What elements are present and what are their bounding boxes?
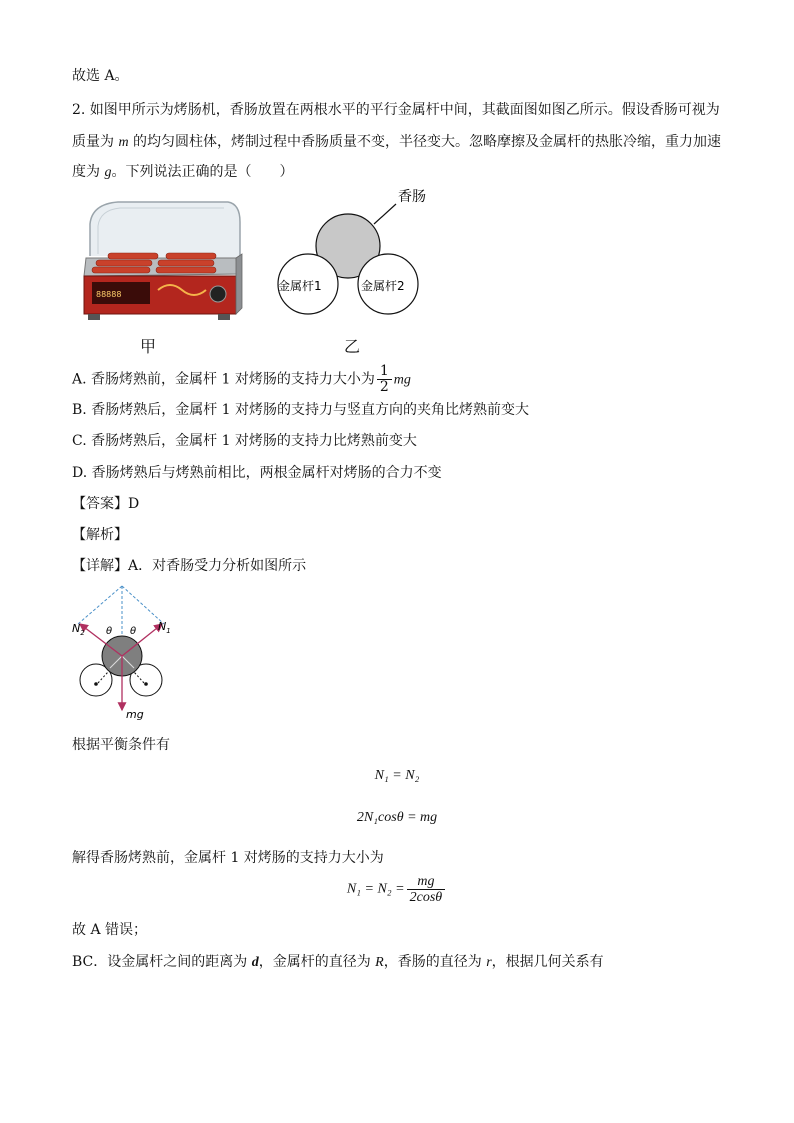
detail-text: A．对香肠受力分析如图所示: [128, 558, 307, 574]
var-m: m: [118, 135, 129, 150]
var-g: g: [104, 165, 112, 180]
fraction-half: [377, 364, 392, 395]
bc-line: [72, 952, 604, 973]
option-b: B. 香肠烤熟后，金属杆 1 对烤肠的支持力与竖直方向的夹角比烤熟前变大: [72, 402, 529, 418]
text: 的均匀圆柱体，烤制过程中香肠质量不变，半径变大。忽略摩擦及金属杆的热胀冷缩，重力加速: [128, 134, 722, 150]
text: 质量为: [72, 134, 119, 150]
rod-2-label: 金属杆2: [361, 279, 405, 293]
rod-1-label: 金属杆1: [278, 279, 322, 293]
solve-line: 解得香肠烤熟前，金属杆 1 对烤肠的支持力大小为: [72, 850, 384, 866]
control-knob: [210, 286, 226, 302]
wrong-line: 故 A 错误；: [72, 922, 148, 938]
equation-3: [0, 874, 794, 905]
equation-3-fraction: [407, 874, 446, 905]
fraction-denominator: 2: [379, 379, 389, 395]
conclusion-line: 故选 A。: [72, 68, 129, 84]
equation-1: N₁ = N₂: [374, 768, 420, 783]
n2-label: $N_2$: [72, 622, 85, 637]
answer-tag: 【答案】: [72, 496, 128, 512]
text: BC．设金属杆之间的距离为: [72, 954, 252, 970]
roller-grill-photo: [78, 196, 244, 330]
n1-label: $N_1$: [158, 620, 171, 635]
balance-line: 根据平衡条件有: [72, 737, 170, 753]
detail-line: [72, 556, 306, 576]
figure-label-jia: 甲: [140, 337, 157, 356]
mg-text: mg: [393, 372, 411, 388]
fraction-numerator: 1: [377, 364, 392, 380]
equation-3-left: N₁ = N₂ =: [346, 881, 405, 897]
leader-line: [374, 204, 396, 224]
question-2-line-3: [72, 162, 293, 183]
var-r: r: [486, 955, 492, 970]
force-diagram: [70, 584, 180, 724]
text: ，香肠的直径为: [383, 954, 487, 970]
question-2-line-2: [72, 132, 721, 153]
option-c: C. 香肠烤熟后，金属杆 1 对烤肠的支持力比烤熟前变大: [72, 433, 417, 449]
var-d: d: [251, 955, 259, 970]
answer-line: [72, 494, 139, 514]
theta-left-label: θ: [106, 626, 113, 637]
text: 。下列说法正确的是（ ）: [111, 164, 294, 180]
panel-display-text: 88888: [96, 290, 122, 299]
figure-label-yi: 乙: [344, 337, 361, 356]
analysis-line: 【解析】: [72, 527, 128, 543]
equation-2: 2N₁cosθ = mg: [356, 810, 438, 825]
equation-3-denominator: 2cosθ: [409, 890, 443, 905]
answer-value: D: [128, 496, 140, 512]
option-d: D. 香肠烤熟后与烤熟前相比，两根金属杆对烤肠的合力不变: [72, 465, 442, 481]
cross-section-diagram: [270, 184, 440, 334]
text: 度为: [72, 164, 105, 180]
equation-3-numerator: mg: [407, 874, 446, 890]
question-2-line-1: 2. 如图甲所示为烤肠机，香肠放置在两根水平的平行金属杆中间，其截面图如图乙所示。假设香肠可视为: [72, 102, 720, 118]
detail-tag: 【详解】: [72, 558, 128, 574]
sausage-label: 香肠: [398, 189, 426, 205]
mg-label: mg: [126, 708, 144, 721]
theta-right-label: θ: [130, 626, 137, 637]
text: ，根据几何关系有: [491, 954, 604, 970]
option-a: [72, 364, 411, 395]
text: ，金属杆的直径为: [258, 954, 376, 970]
option-a-text: A. 香肠烤熟前，金属杆 1 对烤肠的支持力大小为: [72, 371, 375, 388]
var-R: R: [375, 955, 384, 970]
